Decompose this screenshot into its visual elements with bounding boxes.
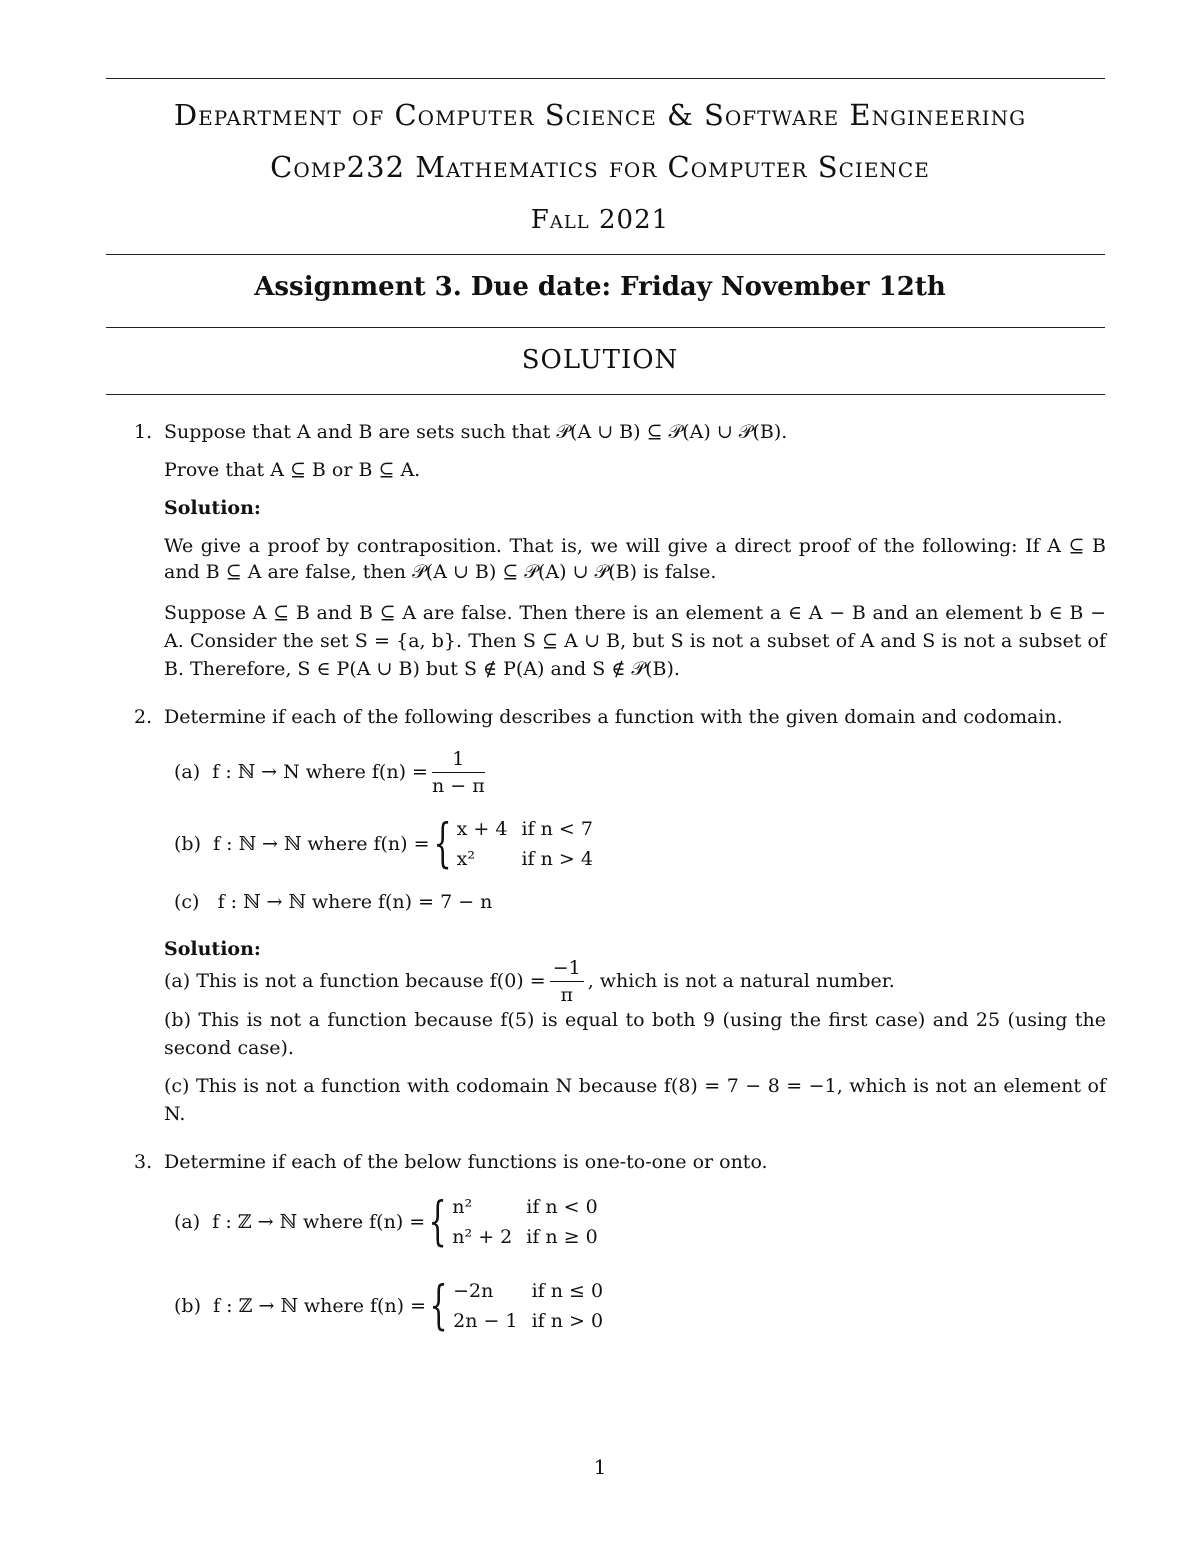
q3-b-cases	[449, 1276, 613, 1336]
q2-b-label: (b)	[174, 833, 201, 855]
q2-solution-b: (b) This is not a function because f(5) is equal to both 9 (using the first case) and 25 (using the second case).	[164, 1009, 1106, 1059]
q3-part-b	[174, 1274, 613, 1338]
q2-a-label: (a)	[174, 761, 201, 783]
q2-part-b	[174, 812, 603, 876]
q2-b-case1-cond: if n < 7	[521, 818, 593, 840]
q1-statement: Suppose that A and B are sets such that 𝒫(A ∪ B) ⊆ 𝒫(A) ∪ 𝒫(B).	[164, 421, 788, 443]
q2-sa-pre: (a) This is not a function because f(0) =	[164, 970, 546, 992]
q3-a-case1-cond: if n < 0	[526, 1196, 598, 1218]
rule-2	[106, 254, 1105, 255]
top-rule	[106, 78, 1105, 79]
q2-a-prefix: f : ℕ → N where f(n) =	[212, 761, 428, 783]
q2-a-denominator: n − π	[431, 774, 485, 797]
q3-statement: Determine if each of the below functions is one-to-one or onto.	[164, 1151, 768, 1173]
q2-a-numerator: 1	[432, 748, 485, 773]
q2-solution-a	[164, 956, 895, 1006]
q2-c-text: f : ℕ → ℕ where f(n) = 7 − n	[217, 891, 493, 913]
q2-part-c	[174, 889, 492, 915]
q1-solution-label: Solution:	[164, 497, 261, 519]
course-heading: Comp232 Mathematics for Computer Science	[270, 150, 930, 184]
q2-sa-denominator: π	[560, 983, 573, 1006]
brace-icon: {	[428, 1192, 447, 1252]
q2-b-case2-cond: if n > 4	[521, 848, 593, 870]
q1-prove: Prove that A ⊆ B or B ⊆ A.	[164, 459, 421, 481]
brace-icon: {	[432, 814, 452, 874]
q3-a-case1-expr: n²	[452, 1196, 473, 1218]
q3-b-case2-cond: if n > 0	[531, 1310, 604, 1332]
q1-number: 1.	[134, 421, 153, 443]
q3-a-case2-cond: if n ≥ 0	[526, 1226, 598, 1248]
q2-b-cases	[453, 814, 603, 874]
q2-c-label: (c)	[174, 891, 200, 913]
q3-a-prefix: f : ℤ → ℕ where f(n) =	[212, 1211, 426, 1233]
q3-part-a	[174, 1190, 608, 1254]
q1-solution-paragraph-2: Suppose A ⊆ B and B ⊆ A are false. Then there is an element a ∈ A − B and an element b ∈ B − A. Consider the set S = {a, b}. Then S ⊆ A ∪ B, but S is not a subset of A and S is not a subset of B. Therefore, S ∈ P(A ∪ B) but S ∉ P(A) and S ∉ 𝒫(B).	[164, 602, 1106, 680]
department-heading: Department of Computer Science & Software Engineering	[173, 98, 1027, 132]
q3-a-cases	[448, 1192, 607, 1252]
q3-b-prefix: f : ℤ → ℕ where f(n) =	[213, 1295, 427, 1317]
q3-b-case2-expr: 2n − 1	[453, 1310, 518, 1332]
q2-part-a	[174, 744, 489, 800]
q3-b-case1-cond: if n ≤ 0	[531, 1280, 604, 1302]
term-heading: Fall 2021	[530, 205, 670, 235]
q2-b-case2-expr: x²	[456, 848, 475, 870]
q2-solution-c: (c) This is not a function with codomain N because f(8) = 7 − 8 = −1, which is not an element of N.	[164, 1075, 1106, 1125]
rule-4	[106, 394, 1105, 395]
q2-b-case1-expr: x + 4	[456, 818, 508, 840]
q2-sa-post: , which is not a natural number.	[587, 970, 895, 992]
q2-solution-label: Solution:	[164, 938, 261, 960]
q2-sa-numerator: −1	[550, 957, 584, 982]
q2-a-fraction	[432, 748, 485, 797]
rule-3	[106, 327, 1105, 328]
page-number: 1	[593, 1455, 607, 1479]
q1-solution-paragraph-1: We give a proof by contraposition. That is, we will give a direct proof of the following: If A ⊆ B and B ⊆ A are false, then 𝒫(A ∪ B) ⊆ 𝒫(A) ∪ 𝒫(B) is false.	[164, 535, 1106, 583]
q3-number: 3.	[134, 1151, 153, 1173]
q2-statement: Determine if each of the following describes a function with the given domain and codomain.	[164, 706, 1063, 728]
q2-sa-fraction	[550, 957, 584, 1006]
q3-a-label: (a)	[174, 1211, 201, 1233]
brace-icon: {	[429, 1276, 448, 1336]
q3-a-case2-expr: n² + 2	[452, 1226, 513, 1248]
assignment-heading: Assignment 3. Due date: Friday November 12th	[254, 272, 946, 302]
q2-number: 2.	[134, 706, 153, 728]
q3-b-case1-expr: −2n	[453, 1280, 494, 1302]
q2-b-prefix: f : ℕ → ℕ where f(n) =	[213, 833, 430, 855]
solution-title: SOLUTION	[521, 345, 679, 375]
q3-b-label: (b)	[174, 1295, 201, 1317]
